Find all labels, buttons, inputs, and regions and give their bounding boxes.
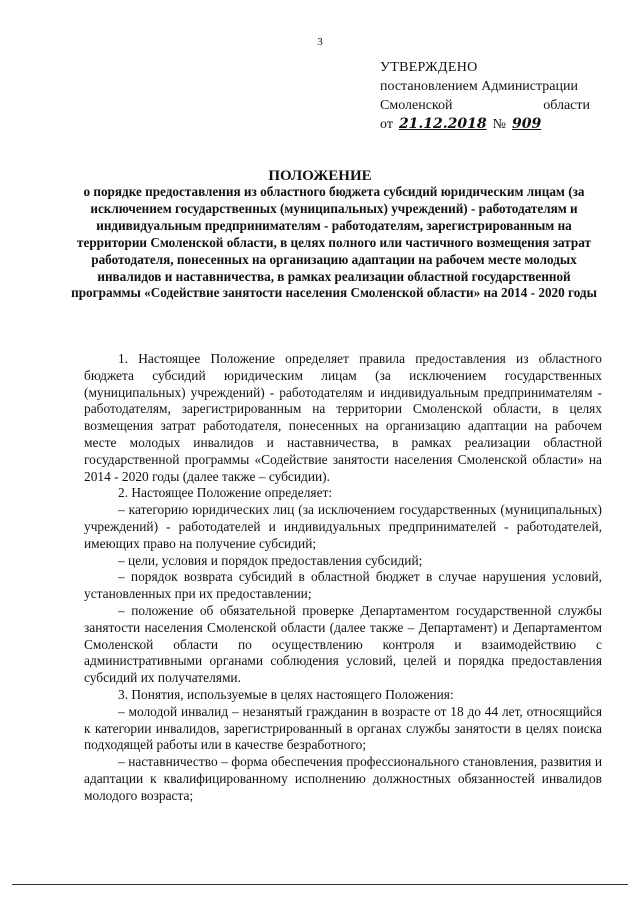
list-item: – категорию юридических лиц (за исключением государственных (муниципальных) учреждений) - работодателей и индивидуальных предпринимателей - работодателей, имеющих право на получение субсидий; — [84, 502, 602, 551]
approval-date-row — [380, 115, 590, 134]
list-item: – наставничество – форма обеспечения профессионального становления, развития и адаптации к квалифицированному исполнению должностных обязанностей инвалидов молодого возраста; — [84, 754, 602, 803]
scan-edge-line — [12, 884, 628, 885]
number-prefix: № — [492, 117, 506, 132]
date-prefix: от — [380, 117, 393, 132]
approval-region-left: Смоленской — [380, 98, 453, 113]
list-item: – положение об обязательной проверке Департаментом государственной службы занятости населения Смоленской области (далее также – Департамент) и Департаментом Смоленской области по осуществлению контроля и взаимодействию с административными органами соблюдения условий, целей и порядка предоставления субсидий их получателями. — [84, 602, 602, 686]
approval-region-row — [380, 96, 590, 115]
paragraph: 3. Понятия, используемые в целях настоящего Положения: — [118, 686, 454, 702]
handwritten-number: 909 — [511, 116, 542, 132]
paragraph: 2. Настоящее Положение определяет: — [118, 485, 333, 501]
document-subtitle: о порядке предоставления из областного бюджета субсидий юридическим лицам (за исключением государственных (муниципальных) учреждений) - работодателям и индивидуальным предпринимателям - работодателям, зарегистрированным на территории Смоленской области, в целях полного или частичного возмещения затрат работодателя, понесенных на организацию адаптации на рабочем месте молодых инвалидов и наставничества, в рамках реализации областной государственной программы «Содействие занятости населения Смоленской области» на 2014 - 2020 годы — [71, 184, 597, 301]
approval-stamp — [380, 58, 590, 134]
list-item: – молодой инвалид – незанятый гражданин в возрасте от 18 до 44 лет, относящийся к категории инвалидов, зарегистрированный в органах службы занятости в целях поиска подходящей работы или в качестве безработного; — [84, 703, 602, 753]
document-title: ПОЛОЖЕНИЕ — [268, 168, 372, 184]
handwritten-date: 21.12.2018 — [398, 116, 487, 132]
approval-region-right: области — [543, 98, 590, 113]
list-item: – порядок возврата субсидий в областной бюджет в случае нарушения условий, установленных при их предоставлении; — [84, 569, 602, 602]
page-number: 3 — [317, 36, 323, 48]
paragraph: 1. Настоящее Положение определяет правила предоставления из областного бюджета субсидий юридическим лицам (за исключением государственных (муниципальных) учреждений) - работодателям и индивидуальным предпринимателям - работодателям, зарегистрированным на территории Смоленской области, в целях возмещения затрат работодателя, понесенных на организацию адаптации на рабочем месте молодых инвалидов и наставничества, в рамках реализации областной государственной программы «Содействие занятости населения Смоленской области» на 2014 - 2020 годы (далее также – субсидии). — [84, 351, 602, 484]
approval-title: УТВЕРЖДЕНО — [380, 60, 478, 75]
list-item: – цели, условия и порядок предоставления субсидий; — [118, 552, 423, 568]
approval-line: постановлением Администрации — [380, 79, 578, 94]
document-body — [84, 351, 602, 805]
